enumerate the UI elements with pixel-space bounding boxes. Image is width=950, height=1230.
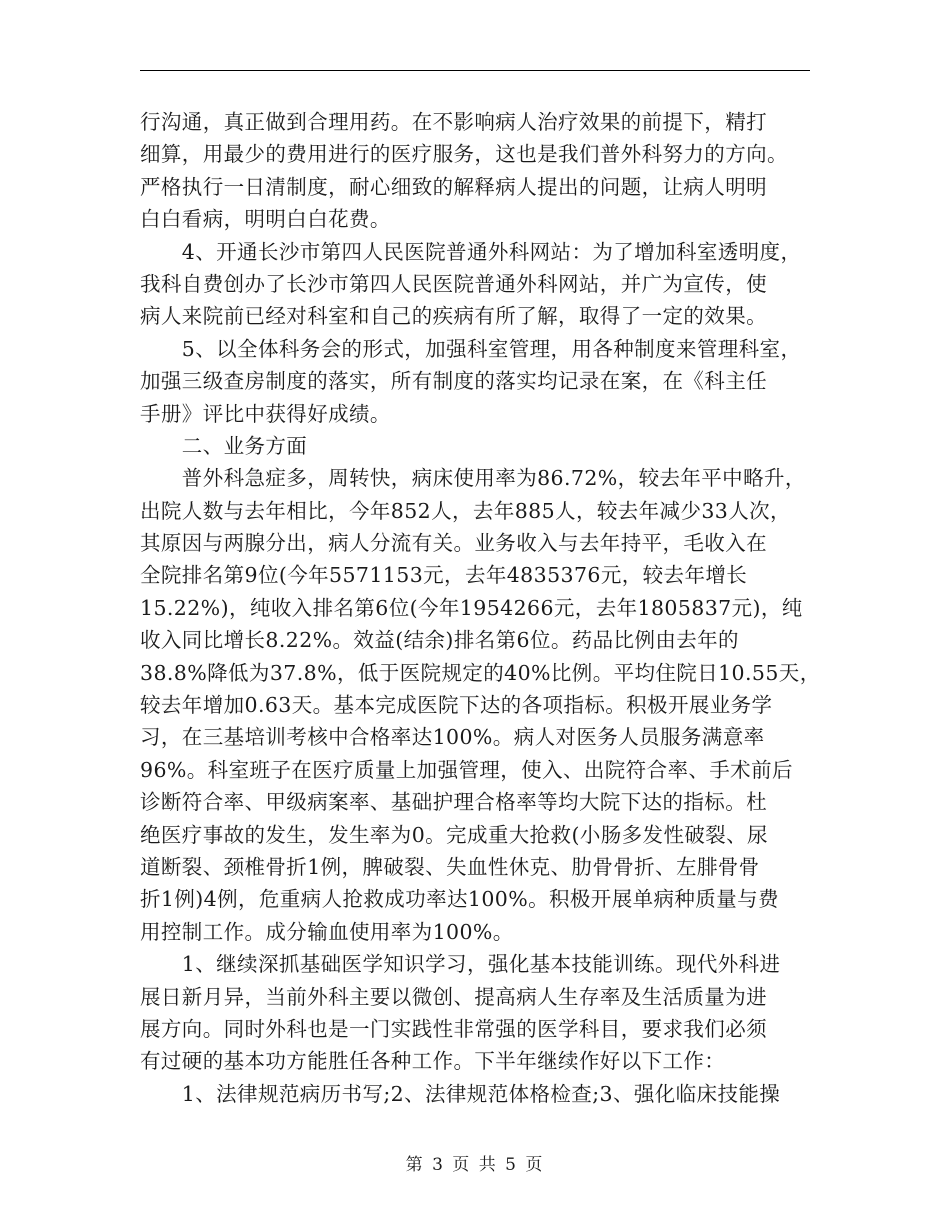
- text-line: 折1例)4例，危重病人抢救成功率达100%。积极开展单病种质量与费: [140, 887, 779, 912]
- text-line: 手册》评比中获得好成绩。: [140, 401, 391, 426]
- text-line: 严格执行一日清制度，耐心细致的解释病人提出的问题，让病人明明: [140, 174, 767, 199]
- text-line: 我科自费创办了长沙市第四人民医院普通外科网站，并广为宣传，使: [140, 271, 767, 296]
- text-line: 出院人数与去年相比，今年852人，去年885人，较去年减少33人次，: [140, 498, 791, 523]
- text-line: 38.8%降低为37.8%，低于医院规定的40%比例。平均住院日10.55天，: [140, 660, 821, 685]
- text-line: 收入同比增长8.22%。效益(结余)排名第6位。药品比例由去年的: [140, 628, 739, 653]
- text-line: 习，在三基培训考核中合格率达100%。病人对医务人员服务满意率: [140, 725, 765, 750]
- text-line: 白白看病，明明白白花费。: [140, 207, 391, 232]
- text-line: 4、开通长沙市第四人民医院普通外科网站：为了增加科室透明度，: [140, 239, 802, 264]
- text-line: 展日新月异，当前外科主要以微创、提高病人生存率及生活质量为进: [140, 984, 767, 1009]
- text-line: 其原因与两腺分出，病人分流有关。业务收入与去年持平，毛收入在: [140, 531, 767, 556]
- text-line: 用控制工作。成分输血使用率为100%。: [140, 919, 514, 944]
- text-line: 全院排名第9位(今年5571153元，去年4835376元，较去年增长: [140, 563, 748, 588]
- text-line: 普外科急症多，周转快，病床使用率为86.72%，较去年平中略升，: [140, 466, 806, 491]
- text-line: 96%。科室班子在医疗质量上加强管理，使入、出院符合率、手术前后: [140, 757, 793, 782]
- text-line: 5、以全体科务会的形式，加强科室管理，用各种制度来管理科室，: [140, 336, 802, 361]
- text-line: 展方向。同时外科也是一门实践性非常强的医学科目，要求我们必须: [140, 1016, 767, 1041]
- text-line: 15.22%)，纯收入排名第6位(今年1954266元，去年1805837元)，纯: [140, 595, 803, 620]
- text-line: 行沟通，真正做到合理用药。在不影响病人治疗效果的前提下，精打: [140, 110, 767, 134]
- text-line: 诊断符合率、甲级病案率、基础护理合格率等均大院下达的指标。杜: [140, 790, 767, 815]
- text-line: 1、继续深抓基础医学知识学习，强化基本技能训练。现代外科进: [140, 952, 781, 977]
- header-rule: [140, 70, 810, 71]
- text-line: 道断裂、颈椎骨折1例，脾破裂、失血性休克、肋骨骨折、左腓骨骨: [140, 854, 760, 879]
- text-line: 绝医疗事故的发生，发生率为0。完成重大抢救(小肠多发性破裂、尿: [140, 822, 768, 847]
- document-body: [140, 106, 820, 1110]
- text-line: 加强三级查房制度的落实，所有制度的落实均记录在案，在《科主任: [140, 369, 767, 394]
- text-line: 1、法律规范病历书写;2、法律规范体格检查;3、强化临床技能操: [140, 1081, 781, 1106]
- section-heading: 二、业务方面: [140, 433, 308, 458]
- text-line: 细算，用最少的费用进行的医疗服务，这也是我们普外科努力的方向。: [140, 142, 788, 167]
- text-line: 较去年增加0.63天。基本完成医院下达的各项指标。积极开展业务学: [140, 693, 773, 718]
- text-line: 有过硬的基本功方能胜任各种工作。下半年继续作好以下工作：: [140, 1049, 726, 1074]
- page-number-footer: 第 3 页 共 5 页: [405, 1155, 545, 1175]
- text-line: 病人来院前已经对科室和自己的疾病有所了解，取得了一定的效果。: [140, 304, 767, 329]
